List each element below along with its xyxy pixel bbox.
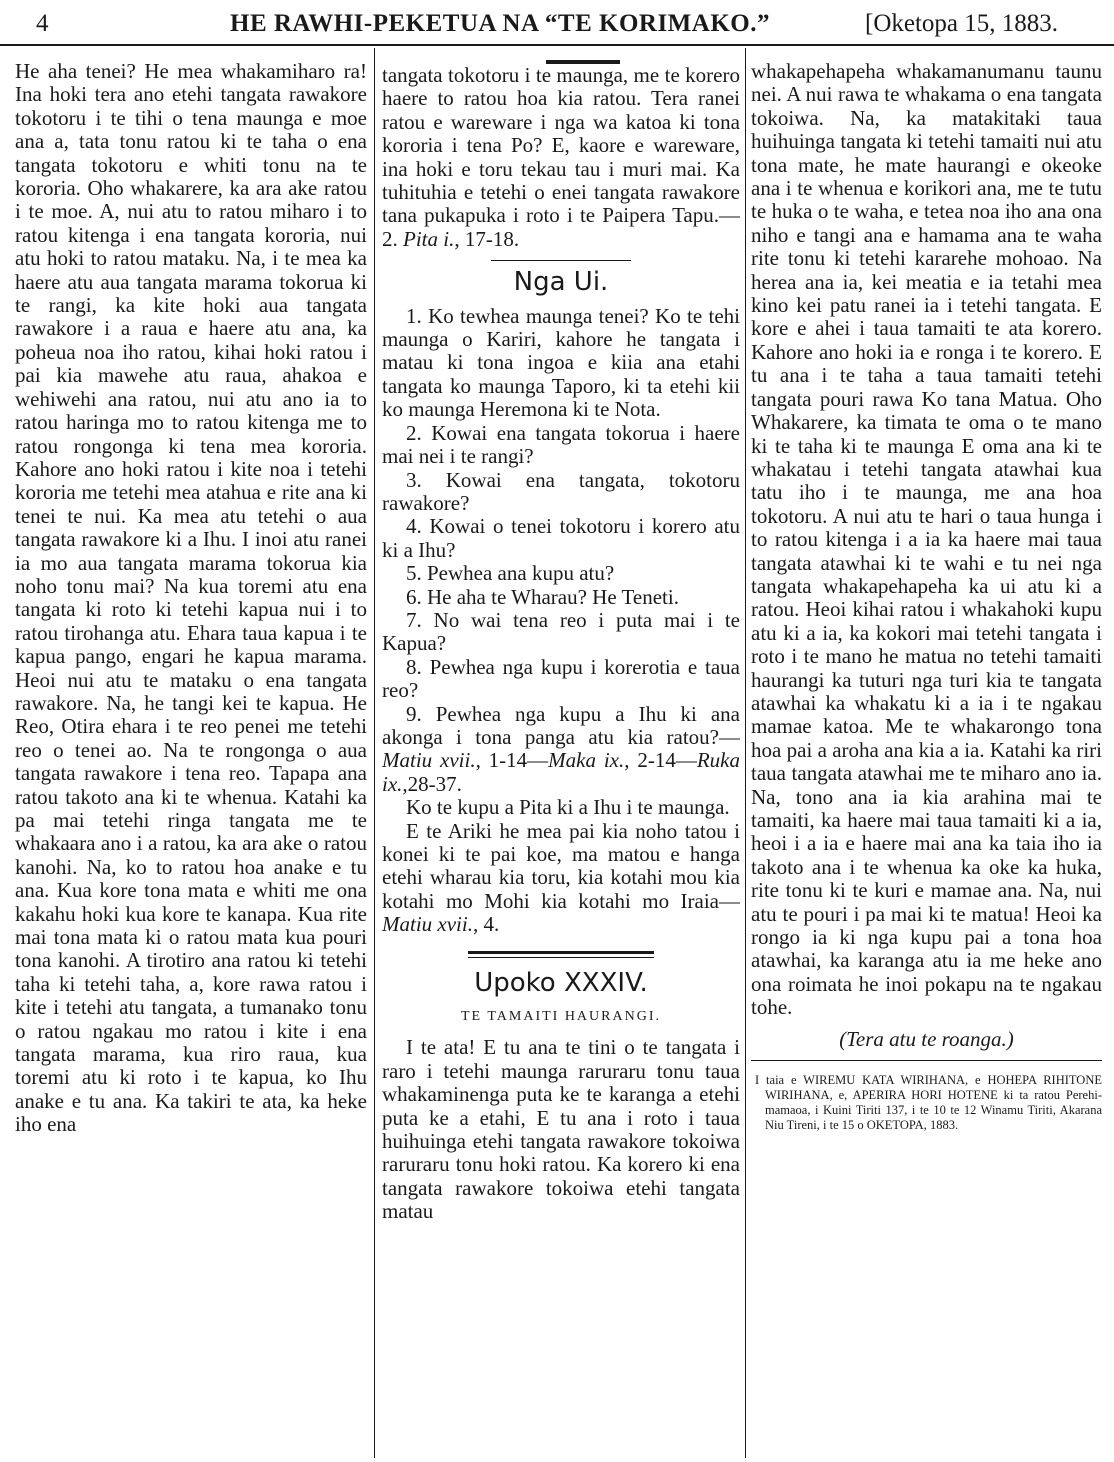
kupu-line: Ko te kupu a Pita ki a Ihu i te maunga. [406, 795, 730, 820]
column-left [15, 60, 367, 1454]
kupu-quote: E te Ariki he mea pai kia noho tatou i konei ki te pai koe, ma matou e hanga etehi wharau kia toru, kia kotahi mou kia kotahi mo Mohi kia kotahi mo Iraia—Matiu xvii., 4. [382, 818, 740, 937]
question-item: 9. Pewhea nga kupu a Ihu ki ana akonga i tona panga atu kia ratou?—Matiu xvii., 1-14—Maka ix., 2-14—Ruka ix.,28-37. [382, 701, 740, 796]
article-paragraph: He aha tenei? He mea whakamiharo ra! Ina hoki tera ano etehi tangata rawakore tokotoru i te tihi o tena maunga e moe ana a, tata tonu ratou ki te taha o ena tangata tokotoru e whiti tonu na te kororia. Oho whakarere, ka ara ake ratou i te moe. A, nui atu to ratou miharo i to ratou kitenga i ena tangata kororia, nui atu hoki to ratou mataku. Na, i te mea ka haere atu aua tangata marama tokorua ki te rangi, ka kite hoki aua tangata rawakore i a raua e haere atu ana, ka poheua noa iho ratou, kihai hoki ratou i pai kia mawehe atu raua, ahakoa e wehiwehi ana ratou, nui atu ano ia to ratou haringa mo to ratou kitenga me to ratou rongonga ki tena mea kororia. Kahore ano hoki ratou i kite noa i tetehi kororia me tetehi mea atahua e rite ana ki tenei te nui. Ka mea atu tetehi o aua tangata rawakore ki a Ihu. I inoi atu ranei ia mo aua tangata marama tokorua kia noho tonu mai? Na kua toremi atu ena tangata ki roto ki tetehi kapua nui i to ratou tirohanga atu. Ehara taua kapua i te kapua pango, engari he kapua marama. Heoi nui atu te mataku o ena tangata rawakore. Na, he tangi kei te kapua. He Reo, Otira ehara i te reo penei me tetehi reo o tenei ao. Na te rongonga o aua tangata rawakore i tena reo. Tapapa ana ratou takoto ana ki te whenua. Katahi ka pa mai tetehi ringa tangata me te whakaara ano i a ratou, ka ara ake o ratou kanohi. Na, ko to ratou hoa anake e tu ana. Kua kore tona mata e whiti me ona kakahu hoki kua kore te kanapa. Kua rite mai tona mata ki o ratou mata kua pouri tona kanohi. A tirotiro ana ratou ki tetehi taha ki tetehi taha, a, kore rawa ratou i kite i tetehi atu tangata, a tumanako tonu o ratou ngakau mo ratou i kite i ena tangata marama, kua riro raua, kua toremi atu ki roto i te kapua, ko Ihu anake e tu ana. Ka takiri te ata, ka heke iho ena [15, 60, 367, 1137]
chapter-title: Upoko XXXIV. [474, 967, 648, 998]
question-item: 4. Kowai o tenei tokotoru i korero atu ki a Ihu? [382, 514, 740, 562]
question-item: 6. He aha te Wharau? He Teneti. [406, 584, 679, 609]
printer-imprint: I taia e WIREMU KATA WIRIHANA, e HOHEPA RIHITONE WIRIHANA, e, APERIRA HORI HOTENE ki ta ratou Perehi-mamaoa, i Kuini Tiriti 137, i te 10 te 12 Winamu Tiriti, Akarana Niu Tireni, i te 15 o OKETOPA, 1883. [755, 1073, 1102, 1133]
section-title: Nga Ui. [513, 267, 609, 298]
to-be-continued: (Tera atu te roanga.) [839, 1026, 1014, 1051]
question-item: 5. Pewhea ana kupu atu? [406, 561, 615, 586]
column-divider [745, 48, 746, 1458]
column-divider [374, 48, 375, 1458]
column-right [751, 60, 1102, 1454]
masthead [0, 0, 1114, 46]
issue-date: [Oketopa 15, 1883. [865, 10, 1059, 37]
page-number: 4 [36, 10, 49, 37]
question-item: 2. Kowai ena tangata tokorua i haere mai nei i te rangi? [382, 420, 740, 469]
chapter-continuation: whakapehapeha whakamanumanu taunu nei. A nui rawa te whakama o ena tangata tokoiwa. Na, ka matakitaki taua huihuinga tangata ki tetehi tamaiti nui atu tona mate, he mate haurangi e okeoke ana i te whenua e korikori ana, me te tutu te huka o te waha, e tetea noa iho ana ona niho e tangi ana e hamama ana te waha rite tonu ki tetehi kararehe mohoao. Na herea ana ia, kei meatia e ia tetahi mea kino kei patu ranei ia i tetehi tangata. E kore e ahei i taua tamaiti te ata korero. Kahore ano hoki ia e ronga i te korero. E tu ana i te taha a taua tamaiti tetehi tangata pouri rawa Ko tana Matua. Oho Whakarere, ka timata te oma o te mano ki te taha ki te maunga E oma ana ki te whakatau i tetehi tangata atawhai kua tatu iho i te maunga, me ana hoa tokotoru. A nui atu te hari o taua hunga i to ratou kitenga i a ia ka haere mai taua tangata atawhai ki te wahi e tu nei nga tangata whakapehapeha ka ui atu ki a ratou. Heoi kihai ratou i whakahoki kupu atu ki a ia, ka kokori mai tetehi tangata i roto i te mano he matua no tetehi tamaiti haurangi ka tuturi nga turi kia te tangata atawhai ka whakatu ki a ia i te ngakau mamae katoa. Me te whakarongo tona hoa pai a aroha ana kia a ia. Katahi ka riri taua tangata atawhai me te miharo ano ia. Na, tono ana ia kia arahina mai te tamaiti, ka haere mai taua tamaiti ki a ia, heoi i a ia e haere mai ana ka taia iho ia takoto ana i te whenua ka oke ka huka, rite tonu ki te kuri e mamae ana. Na, nui atu te pouri i pa mai ki te matua! Heoi ka rongo ia ki nga kupu pai a tona hoa atawhai, ka karanga atu ia me heke ano ona roimata he inoi pokapu na te ngakau tohe. [751, 60, 1102, 1020]
section-divider [491, 260, 631, 261]
column-middle [382, 60, 740, 1454]
chapter-divider [468, 951, 654, 958]
imprint-divider [751, 1060, 1102, 1061]
page-title: HE RAWHI-PEKETUA NA “TE KORIMAKO.” [230, 10, 770, 37]
question-item: 7. No wai tena reo i puta mai i te Kapua? [382, 607, 740, 656]
article-continuation: tangata tokotoru i te maunga, me te korero haere to ratou hoa kia ratou. Tera ranei ratou e wareware i nga wa katoa ki tona kororia i tena Po? E, kaore e wareware, ina hoki e toru tekau tau i muri mai. Ka tuhituhia e tetehi o enei tangata rawakore tana pukapuka i roto i te Paipera Tapu.—2. Pita i., 17-18. [382, 63, 740, 251]
question-item: 1. Ko tewhea maunga tenei? Ko te tehi maunga o Kariri, kahore he tangata i matau ki tona ingoa e kiia ana etahi tangata ko maunga Taporo, ki ta etehi kii ko maunga Heremona ki te Nota. [382, 303, 740, 422]
question-item: 8. Pewhea nga kupu i korerotia e taua reo? [382, 654, 740, 703]
chapter-paragraph: I te ata! E tu ana te tini o te tangata i raro i tetehi maunga raruraru tonu taua whakaminenga puta ke te karanga a etehi puta ke a etahi, E tu ana i roto i taua huihuinga etehi tangata rawakore tokoiwa raruraru tonu hoki ratou. Ka korero ki ena tangata rawakore tokoiwa etehi tangata matau [382, 1035, 740, 1224]
scripture-ref: Pita i. [403, 226, 455, 251]
chapter-subtitle: TE TAMAITI HAURANGI. [461, 1009, 661, 1025]
question-item: 3. Kowai ena tangata, tokotoru rawakore? [382, 467, 740, 515]
